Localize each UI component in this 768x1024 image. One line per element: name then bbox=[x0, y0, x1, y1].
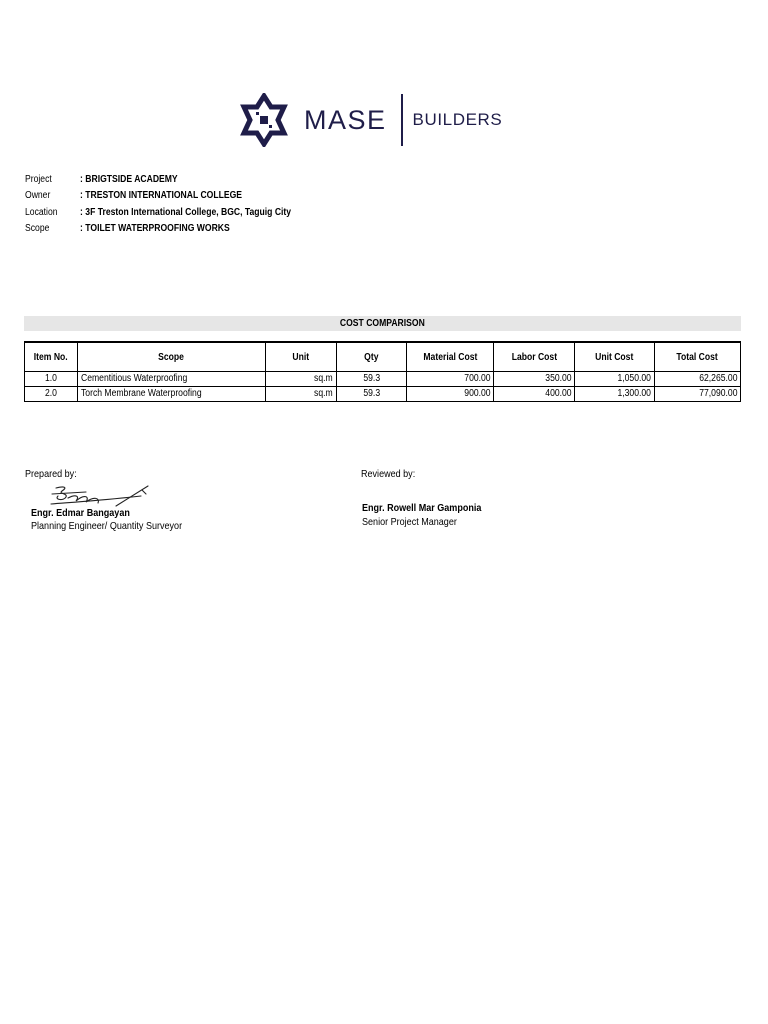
info-row-project bbox=[25, 172, 291, 188]
table-header-row bbox=[25, 342, 741, 372]
info-value: : TRESTON INTERNATIONAL COLLEGE bbox=[80, 190, 243, 202]
reviewed-by-block bbox=[361, 468, 424, 480]
reviewer-info bbox=[362, 502, 501, 514]
table-row bbox=[25, 372, 741, 387]
column-header: Unit Cost bbox=[575, 342, 655, 372]
table-cell: 1,050.00 bbox=[575, 372, 655, 387]
company-logo bbox=[238, 92, 502, 148]
table-cell: sq.m bbox=[265, 387, 336, 402]
reviewer-role-block bbox=[362, 516, 472, 528]
preparer-info bbox=[31, 507, 146, 519]
info-row-owner bbox=[25, 188, 291, 204]
table-cell: 59.3 bbox=[336, 372, 407, 387]
table-cell: 77,090.00 bbox=[655, 387, 741, 402]
project-info bbox=[25, 172, 291, 237]
column-header: Total Cost bbox=[655, 342, 741, 372]
table-cell: 700.00 bbox=[407, 372, 494, 387]
info-label: Project bbox=[25, 174, 52, 185]
column-header: Unit bbox=[265, 342, 336, 372]
info-label: Scope bbox=[25, 222, 50, 234]
section-title-text: COST COMPARISON bbox=[340, 318, 425, 329]
reviewer-name: Engr. Rowell Mar Gamponia bbox=[362, 502, 482, 514]
table-cell: 900.00 bbox=[407, 387, 494, 402]
info-value: : TOILET WATERPROOFING WORKS bbox=[80, 222, 230, 234]
prepared-by-block bbox=[25, 468, 85, 480]
table-cell: sq.m bbox=[265, 372, 336, 387]
table-cell: 1.0 bbox=[25, 372, 78, 387]
column-header: Labor Cost bbox=[494, 342, 575, 372]
table-cell: 1,300.00 bbox=[575, 387, 655, 402]
column-header: Item No. bbox=[25, 342, 78, 372]
cost-comparison-table bbox=[24, 341, 741, 402]
column-header: Scope bbox=[77, 342, 265, 372]
column-header: Qty bbox=[336, 342, 407, 372]
brand-name: MASE bbox=[304, 104, 387, 135]
reviewed-by-label: Reviewed by: bbox=[361, 468, 416, 480]
brand-subtitle: BUILDERS bbox=[412, 110, 503, 129]
column-header: Material Cost bbox=[407, 342, 494, 372]
table-cell: 59.3 bbox=[336, 387, 407, 402]
preparer-name: Engr. Edmar Bangayan bbox=[31, 507, 130, 519]
table-cell: Cementitious Waterproofing bbox=[77, 372, 265, 387]
section-title bbox=[24, 316, 741, 331]
table-row bbox=[25, 387, 741, 402]
table-cell: 350.00 bbox=[494, 372, 575, 387]
info-value: : 3F Treston International College, BGC, Taguig City bbox=[80, 206, 292, 218]
star-logo-icon bbox=[238, 93, 290, 147]
info-label: Location bbox=[25, 206, 58, 218]
info-row-location bbox=[25, 205, 291, 221]
info-value: : BRIGTSIDE ACADEMY bbox=[80, 174, 178, 185]
prepared-by-label: Prepared by: bbox=[25, 468, 77, 480]
logo-divider bbox=[401, 94, 403, 146]
reviewer-role: Senior Project Manager bbox=[362, 516, 457, 528]
preparer-role-block bbox=[31, 520, 207, 532]
preparer-role: Planning Engineer/ Quantity Surveyor bbox=[31, 520, 183, 532]
info-label: Owner bbox=[25, 190, 51, 202]
table-cell: 400.00 bbox=[494, 387, 575, 402]
info-row-scope bbox=[25, 221, 291, 237]
table-cell: Torch Membrane Waterproofing bbox=[77, 387, 265, 402]
table-cell: 62,265.00 bbox=[655, 372, 741, 387]
table-cell: 2.0 bbox=[25, 387, 78, 402]
